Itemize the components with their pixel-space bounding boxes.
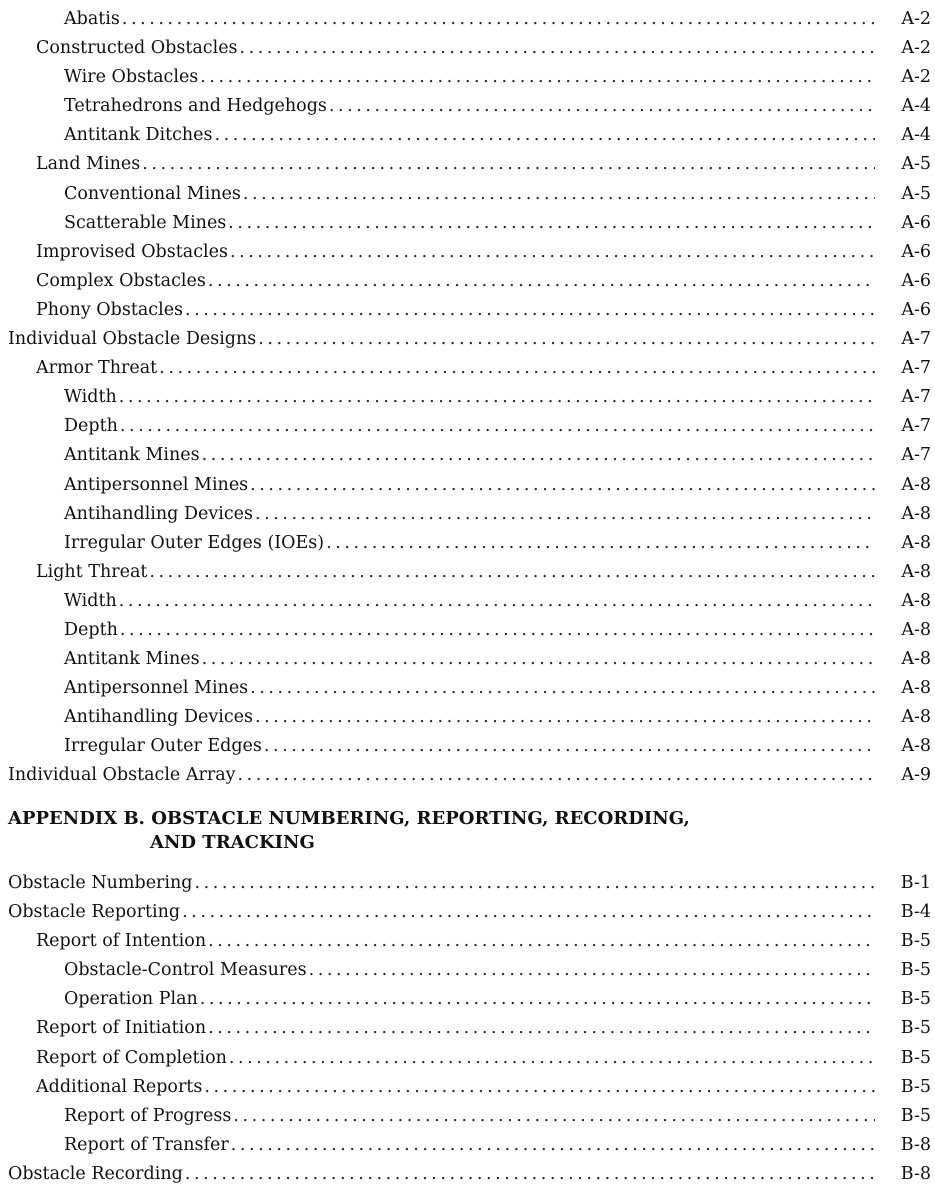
dot-leader <box>149 558 875 587</box>
toc-section-a <box>0 5 935 791</box>
dot-leader <box>309 956 875 985</box>
dot-leader <box>159 354 875 383</box>
toc-entry-page-number: A-8 <box>901 678 931 699</box>
toc-entry-title: Antitank Ditches <box>64 125 213 146</box>
dot-leader <box>200 985 875 1014</box>
toc-entry-page-number: A-7 <box>901 329 931 350</box>
dot-leader <box>120 616 875 645</box>
toc-entry[interactable] <box>0 645 935 674</box>
toc-entry-title: Tetrahedrons and Hedgehogs <box>64 96 327 117</box>
toc-entry-title: Report of Initiation <box>36 1018 207 1039</box>
toc-entry-title: Report of Completion <box>36 1047 227 1068</box>
toc-entry[interactable] <box>0 1102 935 1131</box>
toc-entry-page-number: B-5 <box>900 931 931 952</box>
toc-entry-page-number: A-5 <box>901 183 931 204</box>
toc-entry-title: Obstacle Numbering <box>8 873 193 893</box>
dot-leader <box>119 587 875 616</box>
toc-entry-title: Depth <box>64 416 118 437</box>
toc-entry[interactable] <box>0 412 935 441</box>
toc-entry-page-number: A-2 <box>901 9 931 29</box>
toc-entry-page-number: A-6 <box>901 241 931 262</box>
toc-entry-title: Scatterable Mines <box>64 212 227 233</box>
dot-leader <box>329 92 875 121</box>
dot-leader <box>202 441 875 470</box>
toc-entry[interactable] <box>0 5 935 34</box>
toc-entry-page-number: A-7 <box>901 387 931 408</box>
dot-leader <box>120 412 875 441</box>
toc-entry-title: Irregular Outer Edges (IOEs) <box>64 532 325 553</box>
dot-leader <box>228 209 875 238</box>
toc-entry-title: Complex Obstacles <box>36 270 206 291</box>
toc-entry-title: Antihandling Devices <box>64 707 253 728</box>
toc-entry[interactable] <box>0 1073 935 1102</box>
toc-entry-page-number: A-8 <box>901 503 931 524</box>
toc-entry-page-number: B-4 <box>900 902 931 923</box>
toc-entry-title: Report of Intention <box>36 931 207 952</box>
dot-leader <box>250 471 875 500</box>
toc-entry-page-number: A-4 <box>901 96 931 117</box>
dot-leader <box>255 703 875 732</box>
dot-leader <box>119 383 875 412</box>
dot-leader <box>264 732 875 761</box>
toc-entry[interactable] <box>0 1044 935 1073</box>
toc-entry-page-number: A-2 <box>901 38 931 59</box>
toc-entry-title: Armor Threat <box>36 358 158 379</box>
toc-entry-page-number: A-7 <box>901 416 931 437</box>
toc-entry[interactable] <box>0 1160 935 1189</box>
dot-leader <box>215 121 875 150</box>
toc-section-b <box>0 869 935 1189</box>
toc-entry[interactable] <box>0 529 935 558</box>
toc-entry-title: Wire Obstacles <box>64 67 199 88</box>
toc-entry-page-number: A-7 <box>901 445 931 466</box>
dot-leader <box>230 238 875 267</box>
appendix-b-heading <box>8 807 908 855</box>
toc-entry-title: Additional Reports <box>36 1076 203 1097</box>
dot-leader <box>142 150 875 179</box>
toc-entry-page-number: B-8 <box>900 1134 931 1155</box>
toc-entry-page-number: B-5 <box>900 1076 931 1097</box>
toc-entry[interactable] <box>0 63 935 92</box>
toc-entry-page-number: A-2 <box>901 67 931 88</box>
toc-entry-page-number: A-8 <box>901 619 931 640</box>
toc-entry[interactable] <box>0 121 935 150</box>
toc-entry-page-number: A-6 <box>901 270 931 291</box>
toc-entry[interactable] <box>0 238 935 267</box>
toc-entry[interactable] <box>0 898 935 927</box>
toc-entry-page-number: B-5 <box>900 989 931 1010</box>
toc-entry-title: Individual Obstacle Designs <box>8 329 257 350</box>
toc-entry-page-number: A-7 <box>901 358 931 379</box>
toc-entry[interactable] <box>0 761 935 790</box>
dot-leader <box>208 1014 875 1043</box>
dot-leader <box>250 674 875 703</box>
toc-entry[interactable] <box>0 703 935 732</box>
dot-leader <box>208 267 875 296</box>
dot-leader <box>238 761 875 790</box>
toc-entry-page-number: A-8 <box>901 590 931 611</box>
toc-entry[interactable] <box>0 150 935 179</box>
toc-entry[interactable] <box>0 441 935 470</box>
toc-entry[interactable] <box>0 34 935 63</box>
toc-entry[interactable] <box>0 1014 935 1043</box>
toc-entry-title: Abatis <box>64 9 120 29</box>
toc-entry-title: Width <box>64 387 117 408</box>
toc-entry-title: Light Threat <box>36 561 148 582</box>
dot-leader <box>231 1131 875 1160</box>
appendix-b-heading-line1: APPENDIX B. OBSTACLE NUMBERING, REPORTING, RECORDING, <box>8 808 690 829</box>
toc-entry-page-number: B-5 <box>900 960 931 981</box>
toc-entry-title: Width <box>64 590 117 611</box>
toc-entry-page-number: A-4 <box>901 125 931 146</box>
toc-entry-title: Phony Obstacles <box>36 299 184 320</box>
toc-entry[interactable] <box>0 471 935 500</box>
toc-entry[interactable] <box>0 558 935 587</box>
dot-leader <box>195 869 876 898</box>
toc-entry[interactable] <box>0 180 935 209</box>
toc-entry-page-number: A-6 <box>901 299 931 320</box>
toc-entry-page-number: B-5 <box>900 1047 931 1068</box>
toc-entry[interactable] <box>0 209 935 238</box>
toc-entry-page-number: B-8 <box>900 1163 931 1184</box>
toc-entry-title: Constructed Obstacles <box>36 38 238 59</box>
toc-entry[interactable] <box>0 296 935 325</box>
toc-entry-title: Irregular Outer Edges <box>64 736 262 757</box>
dot-leader <box>229 1044 875 1073</box>
toc-entry[interactable] <box>0 616 935 645</box>
dot-leader <box>185 1160 875 1189</box>
toc-entry[interactable] <box>0 500 935 529</box>
toc-entry[interactable] <box>0 267 935 296</box>
toc-entry[interactable] <box>0 92 935 121</box>
toc-entry[interactable] <box>0 985 935 1014</box>
toc-entry-page-number: B-5 <box>900 1018 931 1039</box>
dot-leader <box>185 296 875 325</box>
toc-entry-title: Operation Plan <box>64 989 198 1010</box>
toc-entry[interactable] <box>0 674 935 703</box>
dot-leader <box>326 529 875 558</box>
toc-entry-page-number: A-9 <box>901 765 931 786</box>
toc-entry[interactable] <box>0 354 935 383</box>
dot-leader <box>204 1073 875 1102</box>
toc-entry-title: Improvised Obstacles <box>36 241 228 262</box>
toc-entry-page-number: A-8 <box>901 474 931 495</box>
toc-entry-title: Obstacle-Control Measures <box>64 960 307 981</box>
toc-entry-page-number: A-8 <box>901 736 931 757</box>
toc-entry-page-number: A-8 <box>901 532 931 553</box>
dot-leader <box>200 63 875 92</box>
toc-entry-title: Individual Obstacle Array <box>8 765 236 786</box>
toc-entry-page-number: B-5 <box>900 1105 931 1126</box>
toc-entry-page-number: A-8 <box>901 707 931 728</box>
toc-entry-page-number: A-6 <box>901 212 931 233</box>
toc-entry[interactable] <box>0 325 935 354</box>
toc-entry-title: Antipersonnel Mines <box>64 474 249 495</box>
toc-entry-title: Report of Progress <box>64 1105 232 1126</box>
dot-leader <box>182 898 875 927</box>
toc-entry-page-number: A-8 <box>901 561 931 582</box>
toc-entry-title: Land Mines <box>36 154 141 175</box>
toc-entry-title: Conventional Mines <box>64 183 241 204</box>
dot-leader <box>122 5 875 34</box>
toc-entry[interactable] <box>0 869 935 898</box>
toc-entry-title: Antitank Mines <box>64 649 200 670</box>
toc-entry-title: Obstacle Reporting <box>8 902 181 923</box>
toc-entry-page-number: A-8 <box>901 649 931 670</box>
toc-entry-title: Obstacle Recording <box>8 1163 183 1184</box>
toc-entry[interactable] <box>0 927 935 956</box>
toc-entry[interactable] <box>0 732 935 761</box>
toc-entry-title: Report of Transfer <box>64 1134 229 1155</box>
toc-entry-title: Antitank Mines <box>64 445 200 466</box>
appendix-b-heading-line2: AND TRACKING <box>150 832 315 853</box>
toc-entry-title: Depth <box>64 619 118 640</box>
dot-leader <box>255 500 875 529</box>
dot-leader <box>243 180 875 209</box>
toc-entry[interactable] <box>0 956 935 985</box>
toc-entry[interactable] <box>0 383 935 412</box>
toc-entry[interactable] <box>0 587 935 616</box>
dot-leader <box>240 34 875 63</box>
toc-entry-title: Antihandling Devices <box>64 503 253 524</box>
toc-entry-page-number: A-5 <box>901 154 931 175</box>
dot-leader <box>208 927 875 956</box>
toc-entry-page-number: B-1 <box>900 873 931 893</box>
toc-entry-title: Antipersonnel Mines <box>64 678 249 699</box>
dot-leader <box>258 325 875 354</box>
dot-leader <box>202 645 875 674</box>
dot-leader <box>233 1102 875 1131</box>
toc-entry[interactable] <box>0 1131 935 1160</box>
